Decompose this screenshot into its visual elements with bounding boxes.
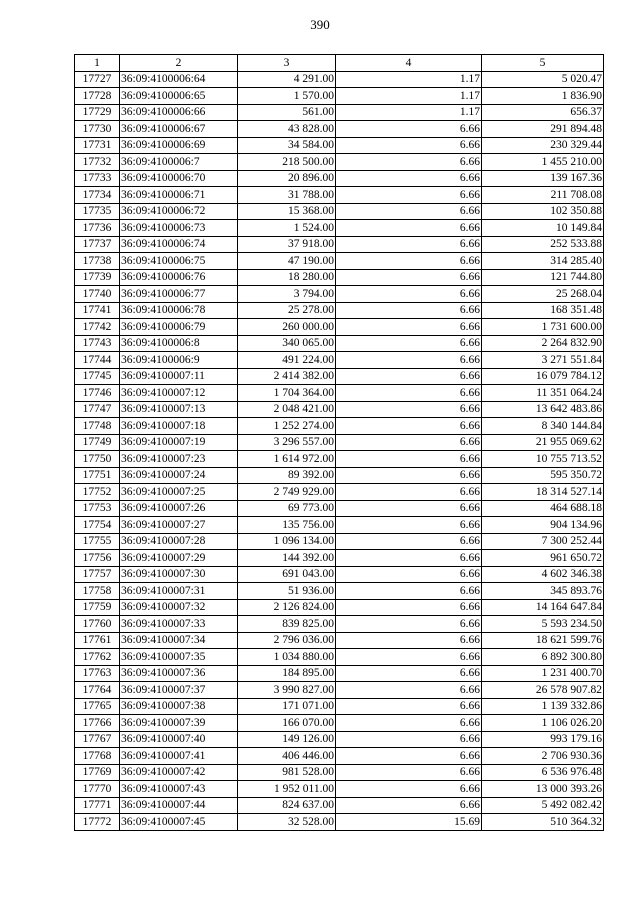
rate-value: 6.66 bbox=[336, 682, 482, 699]
cadastral-number: 36:09:4100006:65 bbox=[120, 88, 238, 105]
table-row bbox=[75, 451, 604, 468]
total-value: 2 264 832.90 bbox=[482, 335, 604, 352]
cadastral-number: 36:09:4100007:24 bbox=[120, 467, 238, 484]
table-row bbox=[75, 170, 604, 187]
area-value: 34 584.00 bbox=[238, 137, 336, 154]
column-header-3: 3 bbox=[238, 55, 336, 72]
row-number: 17749 bbox=[75, 434, 120, 451]
table-body bbox=[75, 71, 604, 830]
rate-value: 6.66 bbox=[336, 451, 482, 468]
rate-value: 6.66 bbox=[336, 748, 482, 765]
row-number: 17753 bbox=[75, 500, 120, 517]
cadastral-number: 36:09:4100007:26 bbox=[120, 500, 238, 517]
rate-value: 6.66 bbox=[336, 203, 482, 220]
total-value: 168 351.48 bbox=[482, 302, 604, 319]
table-row bbox=[75, 533, 604, 550]
rate-value: 1.17 bbox=[336, 88, 482, 105]
total-value: 1 455 210.00 bbox=[482, 154, 604, 171]
rate-value: 6.66 bbox=[336, 335, 482, 352]
rate-value: 6.66 bbox=[336, 632, 482, 649]
area-value: 51 936.00 bbox=[238, 583, 336, 600]
area-value: 1 952 011.00 bbox=[238, 781, 336, 798]
table-row bbox=[75, 550, 604, 567]
rate-value: 6.66 bbox=[336, 467, 482, 484]
rate-value: 6.66 bbox=[336, 731, 482, 748]
table-row bbox=[75, 698, 604, 715]
cadastral-number: 36:09:4100006:77 bbox=[120, 286, 238, 303]
total-value: 139 167.36 bbox=[482, 170, 604, 187]
area-value: 1 524.00 bbox=[238, 220, 336, 237]
row-number: 17746 bbox=[75, 385, 120, 402]
area-value: 25 278.00 bbox=[238, 302, 336, 319]
cadastral-number: 36:09:4100006:8 bbox=[120, 335, 238, 352]
area-value: 69 773.00 bbox=[238, 500, 336, 517]
rate-value: 6.66 bbox=[336, 319, 482, 336]
table-row bbox=[75, 269, 604, 286]
total-value: 16 079 784.12 bbox=[482, 368, 604, 385]
cadastral-number: 36:09:4100007:43 bbox=[120, 781, 238, 798]
area-value: 2 126 824.00 bbox=[238, 599, 336, 616]
area-value: 47 190.00 bbox=[238, 253, 336, 270]
table-row bbox=[75, 484, 604, 501]
rate-value: 1.17 bbox=[336, 104, 482, 121]
area-value: 1 252 274.00 bbox=[238, 418, 336, 435]
table-row bbox=[75, 104, 604, 121]
area-value: 18 280.00 bbox=[238, 269, 336, 286]
table-row bbox=[75, 220, 604, 237]
rate-value: 6.66 bbox=[336, 434, 482, 451]
table-row bbox=[75, 583, 604, 600]
column-header-4: 4 bbox=[336, 55, 482, 72]
cadastral-number: 36:09:4100007:40 bbox=[120, 731, 238, 748]
table-row bbox=[75, 764, 604, 781]
cadastral-number: 36:09:4100007:33 bbox=[120, 616, 238, 633]
row-number: 17731 bbox=[75, 137, 120, 154]
total-value: 4 602 346.38 bbox=[482, 566, 604, 583]
row-number: 17752 bbox=[75, 484, 120, 501]
total-value: 2 706 930.36 bbox=[482, 748, 604, 765]
table-row bbox=[75, 236, 604, 253]
table-row bbox=[75, 286, 604, 303]
area-value: 20 896.00 bbox=[238, 170, 336, 187]
table-header-row bbox=[75, 55, 604, 72]
rate-value: 6.66 bbox=[336, 352, 482, 369]
cadastral-number: 36:09:4100006:70 bbox=[120, 170, 238, 187]
rate-value: 6.66 bbox=[336, 236, 482, 253]
total-value: 21 955 069.62 bbox=[482, 434, 604, 451]
area-value: 824 637.00 bbox=[238, 797, 336, 814]
table-row bbox=[75, 682, 604, 699]
row-number: 17772 bbox=[75, 814, 120, 831]
total-value: 3 271 551.84 bbox=[482, 352, 604, 369]
cadastral-number: 36:09:4100007:42 bbox=[120, 764, 238, 781]
row-number: 17745 bbox=[75, 368, 120, 385]
rate-value: 6.66 bbox=[336, 500, 482, 517]
row-number: 17741 bbox=[75, 302, 120, 319]
cadastral-number: 36:09:4100007:31 bbox=[120, 583, 238, 600]
rate-value: 6.66 bbox=[336, 170, 482, 187]
rate-value: 6.66 bbox=[336, 418, 482, 435]
area-value: 135 756.00 bbox=[238, 517, 336, 534]
table-row bbox=[75, 319, 604, 336]
cadastral-number: 36:09:4100007:35 bbox=[120, 649, 238, 666]
row-number: 17769 bbox=[75, 764, 120, 781]
rate-value: 6.66 bbox=[336, 616, 482, 633]
total-value: 18 314 527.14 bbox=[482, 484, 604, 501]
row-number: 17742 bbox=[75, 319, 120, 336]
total-value: 11 351 064.24 bbox=[482, 385, 604, 402]
rate-value: 6.66 bbox=[336, 220, 482, 237]
area-value: 37 918.00 bbox=[238, 236, 336, 253]
total-value: 595 350.72 bbox=[482, 467, 604, 484]
rate-value: 6.66 bbox=[336, 187, 482, 204]
rate-value: 6.66 bbox=[336, 286, 482, 303]
rate-value: 6.66 bbox=[336, 764, 482, 781]
total-value: 7 300 252.44 bbox=[482, 533, 604, 550]
row-number: 17732 bbox=[75, 154, 120, 171]
table-row bbox=[75, 814, 604, 831]
area-value: 2 796 036.00 bbox=[238, 632, 336, 649]
row-number: 17756 bbox=[75, 550, 120, 567]
area-value: 406 446.00 bbox=[238, 748, 336, 765]
total-value: 1 731 600.00 bbox=[482, 319, 604, 336]
cadastral-number: 36:09:4100007:18 bbox=[120, 418, 238, 435]
area-value: 3 990 827.00 bbox=[238, 682, 336, 699]
cadastral-number: 36:09:4100007:27 bbox=[120, 517, 238, 534]
rate-value: 6.66 bbox=[336, 368, 482, 385]
row-number: 17764 bbox=[75, 682, 120, 699]
rate-value: 15.69 bbox=[336, 814, 482, 831]
rate-value: 6.66 bbox=[336, 154, 482, 171]
total-value: 904 134.96 bbox=[482, 517, 604, 534]
area-value: 166 070.00 bbox=[238, 715, 336, 732]
area-value: 1 096 134.00 bbox=[238, 533, 336, 550]
rate-value: 6.66 bbox=[336, 550, 482, 567]
rate-value: 6.66 bbox=[336, 797, 482, 814]
area-value: 3 794.00 bbox=[238, 286, 336, 303]
rate-value: 6.66 bbox=[336, 533, 482, 550]
area-value: 2 414 382.00 bbox=[238, 368, 336, 385]
rate-value: 6.66 bbox=[336, 665, 482, 682]
rate-value: 6.66 bbox=[336, 715, 482, 732]
total-value: 5 492 082.42 bbox=[482, 797, 604, 814]
rate-value: 6.66 bbox=[336, 698, 482, 715]
rate-value: 6.66 bbox=[336, 583, 482, 600]
cadastral-number: 36:09:4100006:64 bbox=[120, 71, 238, 88]
rate-value: 6.66 bbox=[336, 484, 482, 501]
area-value: 491 224.00 bbox=[238, 352, 336, 369]
rate-value: 6.66 bbox=[336, 385, 482, 402]
cadastral-number: 36:09:4100006:71 bbox=[120, 187, 238, 204]
table-row bbox=[75, 632, 604, 649]
total-value: 26 578 907.82 bbox=[482, 682, 604, 699]
total-value: 10 149.84 bbox=[482, 220, 604, 237]
row-number: 17767 bbox=[75, 731, 120, 748]
total-value: 291 894.48 bbox=[482, 121, 604, 138]
row-number: 17754 bbox=[75, 517, 120, 534]
table-row bbox=[75, 121, 604, 138]
total-value: 314 285.40 bbox=[482, 253, 604, 270]
rate-value: 6.66 bbox=[336, 302, 482, 319]
cadastral-number: 36:09:4100006:9 bbox=[120, 352, 238, 369]
table-row bbox=[75, 154, 604, 171]
total-value: 10 755 713.52 bbox=[482, 451, 604, 468]
cadastral-number: 36:09:4100006:75 bbox=[120, 253, 238, 270]
cadastral-number: 36:09:4100007:13 bbox=[120, 401, 238, 418]
total-value: 6 892 300.80 bbox=[482, 649, 604, 666]
row-number: 17766 bbox=[75, 715, 120, 732]
area-value: 260 000.00 bbox=[238, 319, 336, 336]
total-value: 230 329.44 bbox=[482, 137, 604, 154]
total-value: 252 533.88 bbox=[482, 236, 604, 253]
cadastral-number: 36:09:4100007:34 bbox=[120, 632, 238, 649]
total-value: 102 350.88 bbox=[482, 203, 604, 220]
cadastral-number: 36:09:4100006:72 bbox=[120, 203, 238, 220]
total-value: 464 688.18 bbox=[482, 500, 604, 517]
table-row bbox=[75, 517, 604, 534]
table-row bbox=[75, 203, 604, 220]
row-number: 17739 bbox=[75, 269, 120, 286]
total-value: 121 744.80 bbox=[482, 269, 604, 286]
cadastral-number: 36:09:4100006:73 bbox=[120, 220, 238, 237]
total-value: 345 893.76 bbox=[482, 583, 604, 600]
rate-value: 6.66 bbox=[336, 599, 482, 616]
row-number: 17763 bbox=[75, 665, 120, 682]
row-number: 17729 bbox=[75, 104, 120, 121]
table-row bbox=[75, 616, 604, 633]
cadastral-number: 36:09:4100006:76 bbox=[120, 269, 238, 286]
table-row bbox=[75, 385, 604, 402]
total-value: 1 231 400.70 bbox=[482, 665, 604, 682]
area-value: 149 126.00 bbox=[238, 731, 336, 748]
table-row bbox=[75, 137, 604, 154]
cadastral-number: 36:09:4100007:28 bbox=[120, 533, 238, 550]
table-row bbox=[75, 302, 604, 319]
row-number: 17770 bbox=[75, 781, 120, 798]
row-number: 17748 bbox=[75, 418, 120, 435]
total-value: 1 139 332.86 bbox=[482, 698, 604, 715]
area-value: 1 614 972.00 bbox=[238, 451, 336, 468]
area-value: 2 749 929.00 bbox=[238, 484, 336, 501]
row-number: 17743 bbox=[75, 335, 120, 352]
cadastral-number: 36:09:4100006:7 bbox=[120, 154, 238, 171]
cadastral-number: 36:09:4100007:39 bbox=[120, 715, 238, 732]
total-value: 8 340 144.84 bbox=[482, 418, 604, 435]
table-row bbox=[75, 253, 604, 270]
total-value: 656.37 bbox=[482, 104, 604, 121]
cadastral-number: 36:09:4100007:45 bbox=[120, 814, 238, 831]
row-number: 17740 bbox=[75, 286, 120, 303]
area-value: 89 392.00 bbox=[238, 467, 336, 484]
area-value: 839 825.00 bbox=[238, 616, 336, 633]
cadastral-number: 36:09:4100007:29 bbox=[120, 550, 238, 567]
area-value: 4 291.00 bbox=[238, 71, 336, 88]
row-number: 17733 bbox=[75, 170, 120, 187]
row-number: 17762 bbox=[75, 649, 120, 666]
cadastral-number: 36:09:4100007:38 bbox=[120, 698, 238, 715]
total-value: 18 621 599.76 bbox=[482, 632, 604, 649]
area-value: 43 828.00 bbox=[238, 121, 336, 138]
row-number: 17751 bbox=[75, 467, 120, 484]
row-number: 17728 bbox=[75, 88, 120, 105]
rate-value: 6.66 bbox=[336, 566, 482, 583]
cadastral-number: 36:09:4100006:74 bbox=[120, 236, 238, 253]
cadastral-number: 36:09:4100006:67 bbox=[120, 121, 238, 138]
total-value: 1 836.90 bbox=[482, 88, 604, 105]
table-row bbox=[75, 71, 604, 88]
total-value: 993 179.16 bbox=[482, 731, 604, 748]
table-row bbox=[75, 665, 604, 682]
area-value: 3 296 557.00 bbox=[238, 434, 336, 451]
table-row bbox=[75, 187, 604, 204]
table-row bbox=[75, 401, 604, 418]
cadastral-number: 36:09:4100007:36 bbox=[120, 665, 238, 682]
area-value: 31 788.00 bbox=[238, 187, 336, 204]
row-number: 17734 bbox=[75, 187, 120, 204]
row-number: 17758 bbox=[75, 583, 120, 600]
rate-value: 6.66 bbox=[336, 649, 482, 666]
area-value: 561.00 bbox=[238, 104, 336, 121]
table-row bbox=[75, 748, 604, 765]
total-value: 961 650.72 bbox=[482, 550, 604, 567]
rate-value: 6.66 bbox=[336, 269, 482, 286]
table-row bbox=[75, 731, 604, 748]
total-value: 211 708.08 bbox=[482, 187, 604, 204]
total-value: 1 106 026.20 bbox=[482, 715, 604, 732]
table-row bbox=[75, 500, 604, 517]
area-value: 1 570.00 bbox=[238, 88, 336, 105]
page-number: 390 bbox=[310, 17, 330, 32]
table-row bbox=[75, 566, 604, 583]
row-number: 17760 bbox=[75, 616, 120, 633]
row-number: 17768 bbox=[75, 748, 120, 765]
rate-value: 6.66 bbox=[336, 401, 482, 418]
total-value: 6 536 976.48 bbox=[482, 764, 604, 781]
total-value: 13 000 393.26 bbox=[482, 781, 604, 798]
cadastral-number: 36:09:4100007:19 bbox=[120, 434, 238, 451]
cadastral-number: 36:09:4100007:37 bbox=[120, 682, 238, 699]
row-number: 17759 bbox=[75, 599, 120, 616]
area-value: 144 392.00 bbox=[238, 550, 336, 567]
cadastral-number: 36:09:4100006:66 bbox=[120, 104, 238, 121]
cadastral-number: 36:09:4100007:30 bbox=[120, 566, 238, 583]
row-number: 17757 bbox=[75, 566, 120, 583]
area-value: 184 895.00 bbox=[238, 665, 336, 682]
row-number: 17755 bbox=[75, 533, 120, 550]
register-table bbox=[74, 54, 604, 831]
table-row bbox=[75, 368, 604, 385]
cadastral-number: 36:09:4100007:12 bbox=[120, 385, 238, 402]
row-number: 17730 bbox=[75, 121, 120, 138]
cadastral-number: 36:09:4100007:41 bbox=[120, 748, 238, 765]
area-value: 981 528.00 bbox=[238, 764, 336, 781]
cadastral-number: 36:09:4100007:25 bbox=[120, 484, 238, 501]
row-number: 17727 bbox=[75, 71, 120, 88]
table-row bbox=[75, 335, 604, 352]
rate-value: 6.66 bbox=[336, 517, 482, 534]
area-value: 218 500.00 bbox=[238, 154, 336, 171]
cadastral-number: 36:09:4100007:32 bbox=[120, 599, 238, 616]
area-value: 32 528.00 bbox=[238, 814, 336, 831]
total-value: 5 020.47 bbox=[482, 71, 604, 88]
table-row bbox=[75, 599, 604, 616]
row-number: 17761 bbox=[75, 632, 120, 649]
row-number: 17771 bbox=[75, 797, 120, 814]
area-value: 691 043.00 bbox=[238, 566, 336, 583]
row-number: 17750 bbox=[75, 451, 120, 468]
cadastral-number: 36:09:4100007:44 bbox=[120, 797, 238, 814]
area-value: 1 034 880.00 bbox=[238, 649, 336, 666]
row-number: 17744 bbox=[75, 352, 120, 369]
table-row bbox=[75, 797, 604, 814]
rate-value: 6.66 bbox=[336, 137, 482, 154]
row-number: 17737 bbox=[75, 236, 120, 253]
total-value: 14 164 647.84 bbox=[482, 599, 604, 616]
cadastral-number: 36:09:4100007:11 bbox=[120, 368, 238, 385]
cadastral-number: 36:09:4100007:23 bbox=[120, 451, 238, 468]
cadastral-number: 36:09:4100006:79 bbox=[120, 319, 238, 336]
cadastral-number: 36:09:4100006:78 bbox=[120, 302, 238, 319]
total-value: 510 364.32 bbox=[482, 814, 604, 831]
rate-value: 6.66 bbox=[336, 781, 482, 798]
row-number: 17736 bbox=[75, 220, 120, 237]
column-header-5: 5 bbox=[482, 55, 604, 72]
column-header-2: 2 bbox=[120, 55, 238, 72]
table-row bbox=[75, 649, 604, 666]
area-value: 1 704 364.00 bbox=[238, 385, 336, 402]
table-row bbox=[75, 467, 604, 484]
table-row bbox=[75, 434, 604, 451]
rate-value: 1.17 bbox=[336, 71, 482, 88]
rate-value: 6.66 bbox=[336, 121, 482, 138]
rate-value: 6.66 bbox=[336, 253, 482, 270]
table-row bbox=[75, 88, 604, 105]
row-number: 17765 bbox=[75, 698, 120, 715]
cadastral-number: 36:09:4100006:69 bbox=[120, 137, 238, 154]
column-header-1: 1 bbox=[75, 55, 120, 72]
area-value: 15 368.00 bbox=[238, 203, 336, 220]
area-value: 2 048 421.00 bbox=[238, 401, 336, 418]
table-row bbox=[75, 352, 604, 369]
table-row bbox=[75, 781, 604, 798]
area-value: 171 071.00 bbox=[238, 698, 336, 715]
table-row bbox=[75, 418, 604, 435]
total-value: 5 593 234.50 bbox=[482, 616, 604, 633]
row-number: 17747 bbox=[75, 401, 120, 418]
total-value: 25 268.04 bbox=[482, 286, 604, 303]
area-value: 340 065.00 bbox=[238, 335, 336, 352]
row-number: 17738 bbox=[75, 253, 120, 270]
row-number: 17735 bbox=[75, 203, 120, 220]
total-value: 13 642 483.86 bbox=[482, 401, 604, 418]
table-row bbox=[75, 715, 604, 732]
